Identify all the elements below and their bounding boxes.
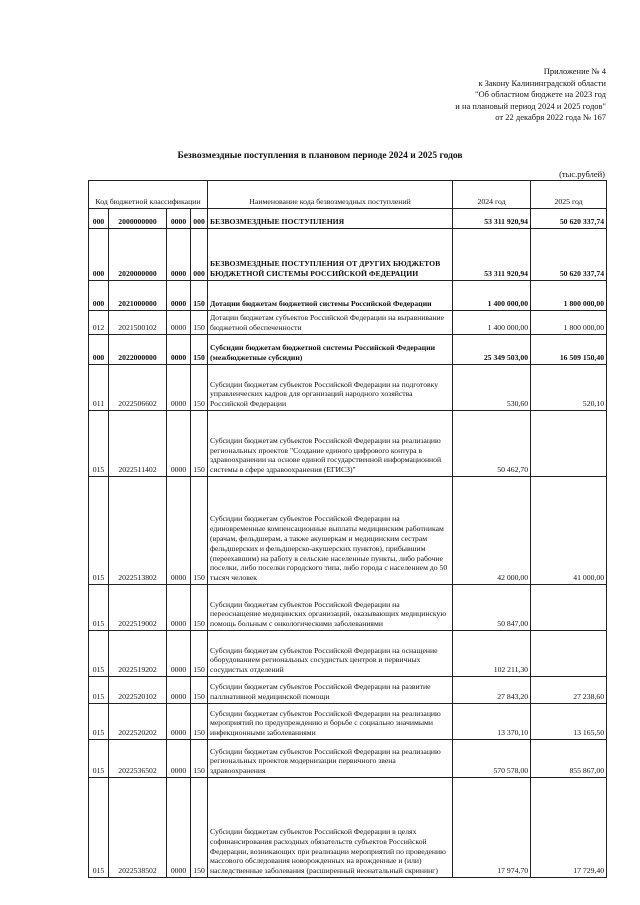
economic-code-cell: 150 <box>191 281 208 311</box>
value-2024-cell: 102 211,30 <box>453 631 531 677</box>
table-row <box>89 631 607 677</box>
admin-code-cell: 000 <box>89 209 109 229</box>
admin-code-cell: 015 <box>89 411 109 477</box>
revenue-name-cell: БЕЗВОЗМЕЗДНЫЕ ПОСТУПЛЕНИЯ ОТ ДРУГИХ БЮДЖЕТОВ БЮДЖЕТНОЙ СИСТЕМЫ РОССИЙСКОЙ ФЕДЕРАЦИИ <box>208 229 453 281</box>
value-2025-cell <box>531 585 607 631</box>
admin-code-cell: 015 <box>89 740 109 778</box>
revenue-name-cell: Дотации бюджетам субъектов Российской Федерации на выравнивание бюджетной обеспеченности <box>208 311 453 335</box>
value-2025-cell: 13 165,50 <box>531 704 607 740</box>
appendix-line: от 22 декабря 2022 года № 167 <box>495 112 606 123</box>
table-row <box>89 477 607 585</box>
kbk-code-cell: 2021500102 <box>109 311 167 335</box>
value-2024-cell: 25 349 503,00 <box>453 335 531 365</box>
revenue-name-cell: БЕЗВОЗМЕЗДНЫЕ ПОСТУПЛЕНИЯ <box>208 209 453 229</box>
value-2025-cell: 855 867,00 <box>531 740 607 778</box>
table-header-row <box>89 181 607 209</box>
revenue-name-cell: Дотации бюджетам бюджетной системы Российской Федерации <box>208 281 453 311</box>
value-2025-cell: 50 620 337,74 <box>531 229 607 281</box>
table-row <box>89 229 607 281</box>
admin-code-cell: 015 <box>89 631 109 677</box>
value-2024-cell: 53 311 920,94 <box>453 229 531 281</box>
program-code-cell: 0000 <box>167 311 191 335</box>
revenue-name-cell: Субсидии бюджетам субъектов Российской Федерации на оснащение оборудованием региональных сосудистых центров и первичных сосудистых отделений <box>208 631 453 677</box>
table-row <box>89 740 607 778</box>
appendix-line: "Об областном бюджете на 2023 год <box>475 89 606 100</box>
value-2024-cell: 1 400 000,00 <box>453 311 531 335</box>
economic-code-cell: 150 <box>191 477 208 585</box>
revenue-name-cell: Субсидии бюджетам субъектов Российской Федерации на реализацию региональных проектов модернизации первичного звена здравоохранения <box>208 740 453 778</box>
admin-code-cell: 015 <box>89 778 109 878</box>
program-code-cell: 0000 <box>167 585 191 631</box>
program-code-cell: 0000 <box>167 281 191 311</box>
header-2024: 2024 год <box>453 181 531 209</box>
kbk-code-cell: 2022538502 <box>109 778 167 878</box>
table-row <box>89 365 607 411</box>
table-row <box>89 704 607 740</box>
table-row <box>89 311 607 335</box>
table-row <box>89 281 607 311</box>
value-2024-cell: 50 847,00 <box>453 585 531 631</box>
admin-code-cell: 015 <box>89 477 109 585</box>
economic-code-cell: 150 <box>191 411 208 477</box>
appendix-block <box>306 66 606 124</box>
economic-code-cell: 150 <box>191 704 208 740</box>
economic-code-cell: 150 <box>191 778 208 878</box>
admin-code-cell: 011 <box>89 365 109 411</box>
admin-code-cell: 015 <box>89 704 109 740</box>
header-name: Наименование кода безвозмездных поступлений <box>208 181 453 209</box>
program-code-cell: 0000 <box>167 209 191 229</box>
program-code-cell: 0000 <box>167 631 191 677</box>
value-2025-cell: 520,10 <box>531 365 607 411</box>
table-row <box>89 585 607 631</box>
kbk-code-cell: 2022536502 <box>109 740 167 778</box>
value-2024-cell: 50 462,70 <box>453 411 531 477</box>
kbk-code-cell: 2022000000 <box>109 335 167 365</box>
kbk-code-cell: 2021000000 <box>109 281 167 311</box>
table-row <box>89 335 607 365</box>
document-title: Безвозмездные поступления в плановом периоде 2024 и 2025 годов <box>177 151 463 161</box>
economic-code-cell: 000 <box>191 209 208 229</box>
units-label: (тыс.рублей) <box>559 169 605 179</box>
kbk-code-cell: 2022520202 <box>109 704 167 740</box>
value-2025-cell: 41 000,00 <box>531 477 607 585</box>
economic-code-cell: 150 <box>191 365 208 411</box>
program-code-cell: 0000 <box>167 704 191 740</box>
kbk-code-cell: 2022506602 <box>109 365 167 411</box>
revenue-name-cell: Субсидии бюджетам субъектов Российской Федерации на развитие паллиативной медицинской помощи <box>208 677 453 704</box>
economic-code-cell: 150 <box>191 585 208 631</box>
revenue-name-cell: Субсидии бюджетам субъектов Российской Федерации в целях софинансирования расходных обязательств субъектов Российской Федерации, возникающих при реализации мероприятий по проведению массового обследования новорожденных на врожденные и (или) наследственные заболевания (расширенный неонатальный скрининг) <box>208 778 453 878</box>
revenue-name-cell: Субсидии бюджетам субъектов Российской Федерации на подготовку управленческих кадров для организаций народного хозяйства Российской Федерации <box>208 365 453 411</box>
program-code-cell: 0000 <box>167 229 191 281</box>
value-2024-cell: 27 843,20 <box>453 677 531 704</box>
revenue-table <box>88 180 607 878</box>
revenue-name-cell: Субсидии бюджетам субъектов Российской Федерации на реализацию региональных проектов "Создание единого цифрового контура в здравоохранении на основе единой государственной информационной системы в сфере здравоохранения (ЕГИСЗ)" <box>208 411 453 477</box>
revenue-name-cell: Субсидии бюджетам субъектов Российской Федерации на единовременные компенсационные выплаты медицинским работникам (врачам, фельдшерам, а также акушеркам и медицинским сестрам фельдшерских и фельдшерско-акушерских пунктов), прибывшим (переехавшим) на работу в сельские населенные пункты, либо рабочие поселки, либо поселки городского типа, либо города с населением до 50 тысяч человек <box>208 477 453 585</box>
value-2024-cell: 570 578,00 <box>453 740 531 778</box>
value-2024-cell: 13 370,10 <box>453 704 531 740</box>
revenue-name-cell: Субсидии бюджетам субъектов Российской Федерации на переоснащение медицинских организаций, оказывающих медицинскую помощь больным с онкологическими заболеваниями <box>208 585 453 631</box>
economic-code-cell: 150 <box>191 677 208 704</box>
appendix-line: Приложение № 4 <box>543 66 606 76</box>
table-row <box>89 209 607 229</box>
kbk-code-cell: 2022519002 <box>109 585 167 631</box>
economic-code-cell: 150 <box>191 335 208 365</box>
table-row <box>89 411 607 477</box>
kbk-code-cell: 2022511402 <box>109 411 167 477</box>
program-code-cell: 0000 <box>167 477 191 585</box>
appendix-line: к Закону Калининградской области <box>478 77 606 88</box>
admin-code-cell: 015 <box>89 585 109 631</box>
value-2025-cell: 1 800 000,00 <box>531 281 607 311</box>
appendix-line: и на плановый период 2024 и 2025 годов" <box>455 100 606 111</box>
admin-code-cell: 015 <box>89 677 109 704</box>
header-2025: 2025 год <box>531 181 607 209</box>
admin-code-cell: 000 <box>89 281 109 311</box>
header-code-group: Код бюджетной классификации <box>89 181 208 209</box>
admin-code-cell: 012 <box>89 311 109 335</box>
admin-code-cell: 000 <box>89 335 109 365</box>
revenue-name-cell: Субсидии бюджетам субъектов Российской Федерации на реализацию мероприятий по предупреждению и борьбе с социально значимыми инфекционными заболеваниями <box>208 704 453 740</box>
program-code-cell: 0000 <box>167 740 191 778</box>
value-2024-cell: 53 311 920,94 <box>453 209 531 229</box>
program-code-cell: 0000 <box>167 365 191 411</box>
value-2024-cell: 42 000,00 <box>453 477 531 585</box>
kbk-code-cell: 2022520102 <box>109 677 167 704</box>
value-2025-cell <box>531 631 607 677</box>
value-2025-cell: 1 800 000,00 <box>531 311 607 335</box>
program-code-cell: 0000 <box>167 411 191 477</box>
value-2025-cell: 16 509 150,40 <box>531 335 607 365</box>
program-code-cell: 0000 <box>167 677 191 704</box>
value-2024-cell: 530,60 <box>453 365 531 411</box>
revenue-name-cell: Субсидии бюджетам бюджетной системы Российской Федерации (межбюджетные субсидии) <box>208 335 453 365</box>
table-body <box>89 181 607 878</box>
value-2025-cell: 50 620 337,74 <box>531 209 607 229</box>
table-row <box>89 677 607 704</box>
kbk-code-cell: 2022519202 <box>109 631 167 677</box>
program-code-cell: 0000 <box>167 778 191 878</box>
economic-code-cell: 150 <box>191 740 208 778</box>
economic-code-cell: 000 <box>191 229 208 281</box>
kbk-code-cell: 2022513802 <box>109 477 167 585</box>
admin-code-cell: 000 <box>89 229 109 281</box>
table-row <box>89 778 607 878</box>
kbk-code-cell: 2020000000 <box>109 229 167 281</box>
value-2024-cell: 17 974,70 <box>453 778 531 878</box>
kbk-code-cell: 2000000000 <box>109 209 167 229</box>
value-2025-cell: 27 238,60 <box>531 677 607 704</box>
value-2024-cell: 1 400 000,00 <box>453 281 531 311</box>
program-code-cell: 0000 <box>167 335 191 365</box>
value-2025-cell: 17 729,40 <box>531 778 607 878</box>
economic-code-cell: 150 <box>191 311 208 335</box>
economic-code-cell: 150 <box>191 631 208 677</box>
value-2025-cell <box>531 411 607 477</box>
